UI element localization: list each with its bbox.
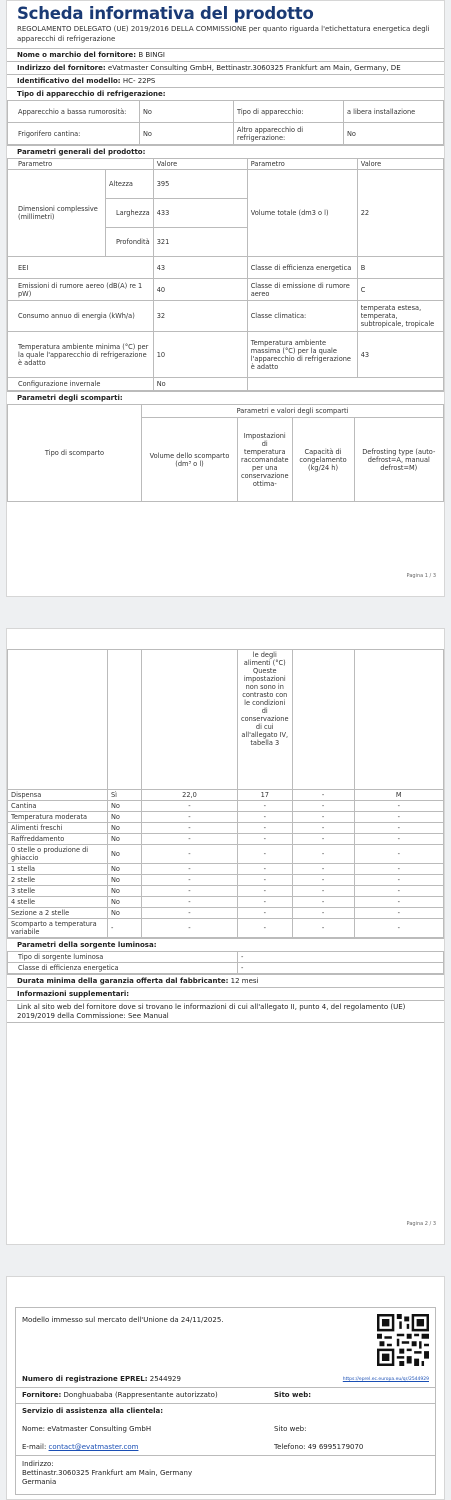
table-cell: - (142, 864, 238, 875)
eprel-details (16, 1372, 435, 1490)
table-cell: - (354, 875, 443, 886)
page-number: Pagina 2 / 3 (406, 1221, 436, 1227)
table-cell: - (238, 864, 293, 875)
info-section-heading: Informazioni supplementari: (7, 987, 444, 1000)
table-cell: Tipo di apparecchio: (234, 101, 344, 123)
header-cell: Parametro (247, 159, 357, 170)
model-row (7, 74, 444, 87)
table-cell: B (357, 257, 443, 279)
table-cell: 17 (238, 790, 293, 801)
name-row (16, 1419, 435, 1437)
table-row (8, 257, 444, 279)
table-cell: Configurazione invernale (8, 378, 154, 391)
table-cell: Temperatura moderata (8, 812, 108, 823)
table-cell: - (142, 823, 238, 834)
brand-value: B BINGI (138, 51, 165, 59)
header-cell: Capacità di congelamento (kg/24 h) (292, 418, 354, 502)
table-cell: - (292, 845, 354, 864)
info-text: Link al sito web del fornitore dove si trovano le informazioni di cui all'allegato II, punto 4, del regolamento (UE) 2019/2019 della Commissione: (17, 1003, 406, 1020)
table-cell: - (238, 963, 444, 974)
header-cell: Tipo di scomparto (8, 405, 142, 502)
table-cell: - (142, 897, 238, 908)
table-row (8, 801, 444, 812)
volume-label: Volume totale (dm3 o l) (247, 170, 357, 257)
supplier-value: Donghuababa (Rappresentante autorizzato) (63, 1391, 218, 1399)
table-cell: Tipo di sorgente luminosa (8, 952, 238, 963)
table-cell: - (292, 908, 354, 919)
name-label: Nome: (22, 1425, 46, 1433)
table-cell: No (108, 864, 142, 875)
table-cell: Classe di efficienza energetica (247, 257, 357, 279)
eprel-row (16, 1372, 435, 1387)
table-row (8, 332, 444, 378)
phone-value: 49 6995179070 (307, 1443, 364, 1451)
page-1 (6, 0, 445, 597)
table-cell: No (108, 875, 142, 886)
table-cell: No (108, 823, 142, 834)
table-cell: No (108, 812, 142, 823)
supplier-row (16, 1387, 435, 1403)
header-cell: le degli alimenti (°C) Queste impostazioni non sono in contrasto con le condizioni di conservazione di cui all'allegato IV, tabella 3 (238, 650, 293, 790)
dim-value: 395 (153, 170, 247, 199)
table-cell: No (108, 801, 142, 812)
table-row (8, 378, 444, 391)
table-cell: 0 stelle o produzione di ghiaccio (8, 845, 108, 864)
table-cell: - (292, 790, 354, 801)
table-row (8, 845, 444, 864)
table-cell: - (292, 875, 354, 886)
table-cell: - (354, 919, 443, 938)
table-cell: - (142, 886, 238, 897)
table-row (8, 279, 444, 301)
table-cell: - (292, 823, 354, 834)
table-header-row (8, 159, 444, 170)
header-cell: Volume dello scomparto (dm³ o l) (142, 418, 238, 502)
table-cell: Frigorifero cantina: (8, 123, 140, 145)
table-cell: No (108, 897, 142, 908)
table-cell: - (238, 875, 293, 886)
address-block (16, 1455, 435, 1490)
table-cell: EEI (8, 257, 154, 279)
supplier-label: Fornitore: (22, 1391, 62, 1399)
table-cell: - (354, 908, 443, 919)
table-cell: - (142, 908, 238, 919)
table-cell: - (292, 919, 354, 938)
eprel-link[interactable]: https://eprel.ec.europa.eu/qr/2544929 (342, 1377, 429, 1382)
table-cell: Classe di emissione di rumore aereo (247, 279, 357, 301)
dim-value: 433 (153, 199, 247, 228)
service-row (16, 1403, 435, 1419)
table-cell: 3 stelle (8, 886, 108, 897)
table-cell: Sì (108, 790, 142, 801)
table-cell: 22,0 (142, 790, 238, 801)
table-cell: Altro apparecchio di refrigerazione: (234, 123, 344, 145)
market-text: Modello immesso sul mercato dell'Unione da 24/11/2025. (22, 1316, 224, 1324)
table-cell: Sezione a 2 stelle (8, 908, 108, 919)
table-cell: - (142, 812, 238, 823)
table-cell: - (292, 897, 354, 908)
name-value: eVatmaster Consulting GmbH (47, 1425, 152, 1433)
page-number: Pagina 1 / 3 (406, 573, 436, 579)
model-label: Identificativo del modello: (17, 77, 121, 85)
table-cell: - (142, 801, 238, 812)
table-cell: - (142, 875, 238, 886)
table-cell: 1 stella (8, 864, 108, 875)
type-table (7, 100, 444, 145)
dim-value: 321 (153, 228, 247, 257)
eprel-value: 2544929 (149, 1375, 181, 1383)
table-row (8, 886, 444, 897)
addr-value: Bettinastr.3060325 Frankfurt am Main, Germany (22, 1469, 193, 1477)
header-cell: Impostazioni di temperatura raccomandate per una conservazione ottima- (238, 418, 293, 502)
table-cell: 10 (153, 332, 247, 378)
compartment-section-heading: Parametri degli scomparti: (7, 391, 444, 404)
table-cell: - (354, 845, 443, 864)
table-cell: No (140, 123, 234, 145)
table-row (8, 405, 444, 418)
table-cell: 43 (357, 332, 443, 378)
info-link[interactable]: See Manual (127, 1012, 169, 1020)
warranty-label: Durata minima della garanzia offerta dal fabbricante: (17, 977, 229, 985)
brand-label: Nome o marchio del fornitore: (17, 51, 137, 59)
table-cell: Dispensa (8, 790, 108, 801)
email-label: E-mail: (22, 1443, 47, 1451)
header-cell: Defrosting type (auto-defrost=A, manual defrost=M) (354, 418, 443, 502)
table-cell: Temperatura ambiente minima (°C) per la quale l'apparecchio di refrigerazione è adatto (8, 332, 154, 378)
table-cell: No (153, 378, 247, 391)
address-label: Indirizzo del fornitore: (17, 64, 106, 72)
table-cell: - (354, 897, 443, 908)
light-table (7, 951, 444, 974)
eprel-box (15, 1307, 436, 1495)
table-cell: - (238, 886, 293, 897)
table-cell: - (238, 845, 293, 864)
compartment-header-table (7, 404, 444, 502)
table-cell: 32 (153, 301, 247, 332)
addr-label: Indirizzo: (22, 1460, 54, 1468)
table-cell: - (238, 812, 293, 823)
table-cell: 2 stelle (8, 875, 108, 886)
table-cell: Classe climatica: (247, 301, 357, 332)
qr-code-icon[interactable] (377, 1314, 429, 1366)
table-row (8, 301, 444, 332)
table-cell: Classe di efficienza energetica (8, 963, 238, 974)
header-cell: Parametri e valori degli scomparti (142, 405, 444, 418)
table-row (8, 908, 444, 919)
table-cell: - (142, 919, 238, 938)
table-cell: Raffreddamento (8, 834, 108, 845)
dim-name: Larghezza (106, 199, 154, 228)
table-cell: - (354, 886, 443, 897)
dim-name: Altezza (106, 170, 154, 199)
table-cell: - (354, 864, 443, 875)
phone-label: Telefono: (274, 1443, 306, 1451)
table-cell: - (238, 897, 293, 908)
table-cell: 4 stelle (8, 897, 108, 908)
header-cell: Valore (357, 159, 443, 170)
service-site-label: Sito web: (274, 1425, 307, 1433)
table-cell: No (344, 123, 444, 145)
table-cell: C (357, 279, 443, 301)
table-cell: No (108, 834, 142, 845)
table-cell (247, 378, 443, 391)
table-row (8, 963, 444, 974)
table-cell: 40 (153, 279, 247, 301)
table-cell (292, 650, 354, 790)
table-row (8, 952, 444, 963)
type-section-heading: Tipo di apparecchio di refrigerazione: (7, 87, 444, 100)
table-cell: - (238, 908, 293, 919)
table-cell (108, 650, 142, 790)
table-cell: Emissioni di rumore aereo (dB(A) re 1 pW) (8, 279, 154, 301)
table-cell: No (108, 886, 142, 897)
table-row (8, 834, 444, 845)
header-cell: Valore (153, 159, 247, 170)
table-cell: - (238, 834, 293, 845)
table-row (8, 897, 444, 908)
general-section-heading: Parametri generali del prodotto: (7, 145, 444, 158)
table-cell: Temperatura ambiente massima (°C) per la quale l'apparecchio di refrigerazione è adatto (247, 332, 357, 378)
table-cell: - (142, 834, 238, 845)
table-cell (8, 650, 108, 790)
table-cell: 43 (153, 257, 247, 279)
table-cell: Cantina (8, 801, 108, 812)
table-cell: - (354, 834, 443, 845)
table-cell: temperata estesa, temperata, subtropicale, tropicale (357, 301, 443, 332)
table-cell: No (108, 845, 142, 864)
addr-country: Germania (22, 1478, 57, 1486)
email-link[interactable]: contact@evatmaster.com (48, 1443, 139, 1451)
service-label: Servizio di assistenza alla clientela: (22, 1407, 164, 1415)
table-cell: - (292, 834, 354, 845)
table-cell: - (292, 801, 354, 812)
table-cell: - (354, 801, 443, 812)
table-cell: - (354, 812, 443, 823)
supplier-site-label: Sito web: (274, 1391, 312, 1399)
volume-value: 22 (357, 170, 443, 257)
model-value: HC- 22PS (122, 77, 156, 85)
table-cell: - (238, 952, 444, 963)
regulation-text: REGOLAMENTO DELEGATO (UE) 2019/2016 DELLA COMMISSIONE per quanto riguarda l'etichettatura energetica degli apparecchi di refrigerazione (17, 25, 430, 43)
light-section-heading: Parametri della sorgente luminosa: (7, 938, 444, 951)
page-2 (6, 628, 445, 1245)
table-row (8, 812, 444, 823)
warranty-row (7, 974, 444, 987)
table-row (8, 170, 444, 199)
table-row (8, 875, 444, 886)
eprel-label: Numero di registrazione EPREL: (22, 1375, 148, 1383)
brand-row (7, 48, 444, 61)
table-cell: - (238, 919, 293, 938)
table-cell: Alimenti freschi (8, 823, 108, 834)
table-cell (354, 650, 443, 790)
info-row (7, 1000, 444, 1023)
table-cell: M (354, 790, 443, 801)
table-cell: Scomparto a temperatura variabile (8, 919, 108, 938)
general-table (7, 158, 444, 391)
table-cell: Apparecchio a bassa rumorosità: (8, 101, 140, 123)
type-row (8, 101, 444, 123)
table-cell: - (238, 801, 293, 812)
table-cell: No (140, 101, 234, 123)
table-cell: - (292, 886, 354, 897)
header-cell: Parametro (8, 159, 154, 170)
dim-name: Profondità (106, 228, 154, 257)
table-cell: Consumo annuo di energia (kWh/a) (8, 301, 154, 332)
address-value: eVatmaster Consulting GmbH, Bettinastr.3060325 Frankfurt am Main, Germany, DE (107, 64, 401, 72)
table-cell: a libera installazione (344, 101, 444, 123)
warranty-value: 12 mesi (230, 977, 259, 985)
page-3 (6, 1276, 445, 1500)
table-row (8, 790, 444, 801)
table-cell: - (354, 823, 443, 834)
table-cell (142, 650, 238, 790)
table-row (8, 650, 444, 790)
table-cell: - (238, 823, 293, 834)
compartment-table (7, 649, 444, 938)
table-cell: No (108, 908, 142, 919)
type-row (8, 123, 444, 145)
table-cell: - (292, 864, 354, 875)
address-row (7, 61, 444, 74)
contact-row (16, 1437, 435, 1455)
table-row (8, 823, 444, 834)
page-title: Scheda informativa del prodotto (17, 4, 314, 23)
table-row (8, 919, 444, 938)
table-cell: - (108, 919, 142, 938)
dimensions-label: Dimensioni complessive (millimetri) (8, 170, 106, 257)
table-row (8, 864, 444, 875)
table-cell: - (292, 812, 354, 823)
table-cell: - (142, 845, 238, 864)
